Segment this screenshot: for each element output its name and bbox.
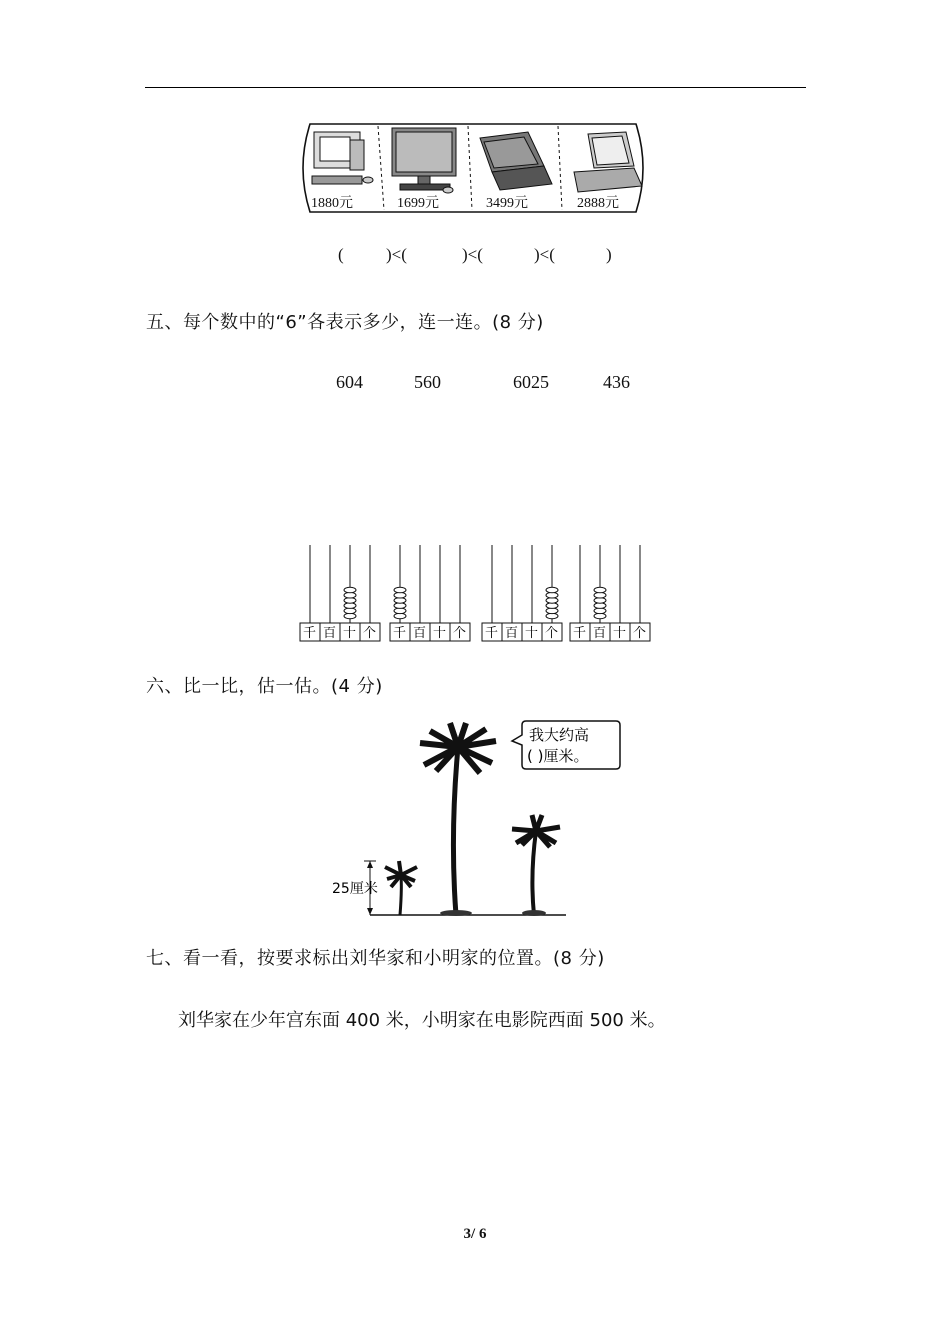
bubble-line2: ( )厘米。	[527, 747, 589, 765]
tall-palm-icon	[420, 723, 496, 916]
abacus-bead	[394, 587, 406, 593]
price-4: 2888元	[577, 196, 619, 211]
abacus-bead	[344, 587, 356, 593]
palm-tree-illustration	[330, 715, 630, 920]
section5-title: 五、每个数中的“6”各表示多少，连一连。(8 分)	[146, 312, 544, 333]
speech-bubble	[512, 721, 620, 769]
abacus-label: 千	[573, 626, 587, 641]
abacus-label: 千	[303, 626, 317, 641]
section6-title: 六、比一比，估一估。(4 分)	[146, 676, 383, 697]
abacus-label: 百	[505, 626, 519, 641]
small-palm-icon	[385, 861, 417, 915]
price-2: 1699元	[397, 196, 439, 211]
laptop-light-icon	[574, 132, 642, 192]
abacus-bead	[546, 587, 558, 593]
abacus-label: 百	[323, 626, 337, 641]
bubble-line1: 我大约高	[529, 726, 590, 744]
abacus-label: 千	[485, 626, 499, 641]
abacus-label: 十	[343, 626, 357, 641]
abacus-label: 个	[453, 626, 467, 641]
abacus-label: 个	[545, 626, 559, 641]
abacus-label: 百	[413, 626, 427, 641]
abacus-2	[390, 545, 470, 641]
page-number: 3/ 6	[463, 1226, 487, 1242]
abacus-bead	[594, 587, 606, 593]
flat-monitor-icon	[392, 128, 456, 193]
abacus-label: 百	[593, 626, 607, 641]
abacus-3	[482, 545, 562, 641]
header-rule	[145, 87, 806, 88]
price-3: 3499元	[486, 196, 528, 211]
number-6025: 6025	[513, 372, 549, 392]
abacus-label: 个	[363, 626, 377, 641]
abacus-group	[298, 545, 653, 645]
price-1: 1880元	[311, 196, 353, 211]
abacus-label: 十	[433, 626, 447, 641]
medium-palm-icon	[512, 815, 560, 916]
abacus-1	[300, 545, 380, 641]
abacus-label: 十	[613, 626, 627, 641]
desktop-computer-icon	[312, 132, 373, 184]
number-436: 436	[603, 372, 630, 392]
number-604: 604	[336, 372, 363, 392]
laptop-dark-icon	[480, 132, 552, 190]
section7-title: 七、看一看，按要求标出刘华家和小明家的位置。(8 分)	[146, 948, 605, 969]
abacus-label: 个	[633, 626, 647, 641]
abacus-label: 千	[393, 626, 407, 641]
abacus-label: 十	[525, 626, 539, 641]
number-560: 560	[414, 372, 441, 392]
abacus-4	[570, 545, 650, 641]
section7-sentence: 刘华家在少年宫东面 400 米，小明家在电影院西面 500 米。	[178, 1010, 666, 1031]
height-label: 25厘米	[332, 881, 378, 897]
